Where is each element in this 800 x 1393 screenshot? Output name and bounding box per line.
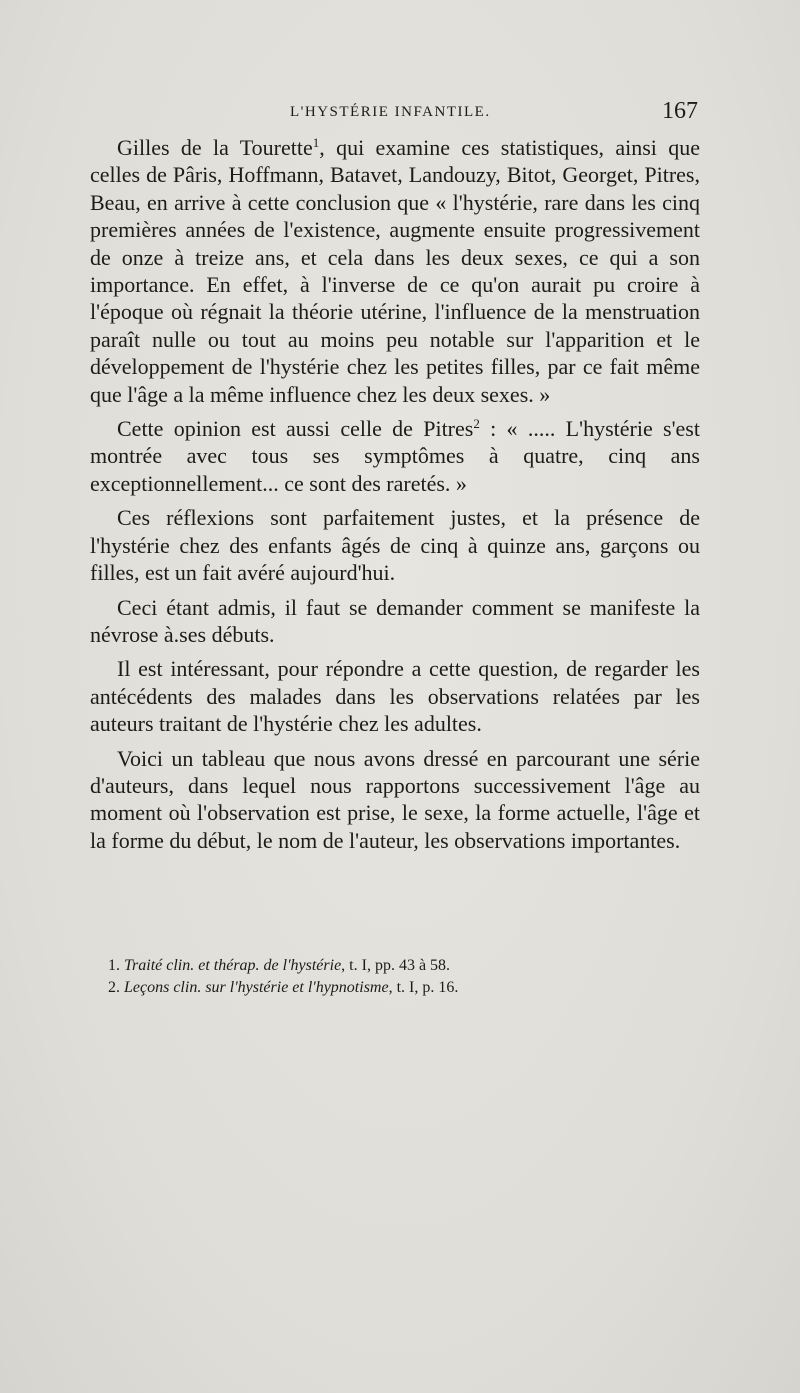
body-text xyxy=(90,134,700,861)
footnote-number: 2. xyxy=(108,979,120,996)
paragraph-text: Ces réflexions sont parfaitement justes, et la présence de l'hystérie chez des enfants âgés de cinq à quinze ans, garçons ou filles, est un fait avéré aujourd'hui. xyxy=(90,505,700,586)
paragraph xyxy=(90,655,700,737)
paragraph-text: : « ..... L'hystérie s'est montrée avec tous ses symptômes à quatre, cinq ans exceptionnellement... ce sont des raretés. » xyxy=(90,416,700,496)
page-header xyxy=(90,98,710,128)
paragraph xyxy=(90,594,700,649)
footnotes xyxy=(108,955,708,999)
page-number: 167 xyxy=(662,98,698,124)
paragraph-text: , qui examine ces statistiques, ainsi que celles de Pâris, Hoffmann, Batavet, Landouzy, Bitot, Georget, Pitres, Beau, en arrive à cette conclusion que « l'hystérie, rare dans les cinq premières années de l'existence, augmente ensuite progressivement de onze à treize ans, et cela dans les deux sexes, ce qui a son importance. En effet, à l'inverse de ce qu'on aurait pu croire à l'époque où régnait la théorie utérine, l'influence de la menstruation paraît nulle ou tout au moins peu notable sur l'apparition et le développement de l'hystérie chez les petites filles, par ce fait même que l'âge a la même influence chez les deux sexes. » xyxy=(90,135,701,407)
footnote xyxy=(108,955,708,977)
footnote-reference: , t. I, pp. 43 à 58. xyxy=(341,957,451,974)
paragraph xyxy=(90,134,700,408)
paragraph xyxy=(90,415,700,497)
paragraph-text: Cette opinion est aussi celle de Pitres xyxy=(117,416,474,442)
paragraph-text: Voici un tableau que nous avons dressé en parcourant une série d'auteurs, dans lequel nous rapportons successivement l'âge au moment où l'observation est prise, le sexe, la forme actuelle, l'âge et la forme du début, le nom de l'auteur, les observations importantes. xyxy=(90,745,700,853)
running-title: L'HYSTÉRIE INFANTILE. xyxy=(290,104,491,120)
paragraph-text: Il est intéressant, pour répondre a cette question, de regarder les antécédents des malades dans les observations relatées par les auteurs traitant de l'hystérie chez les adultes. xyxy=(90,656,700,737)
paragraph xyxy=(90,504,700,586)
paragraph-text: Ceci étant admis, il faut se demander comment se manifeste la névrose à.ses débuts. xyxy=(90,594,700,647)
footnote-reference: , t. I, p. 16. xyxy=(388,979,459,996)
footnote-ref: 1 xyxy=(312,135,320,150)
footnote-title: Leçons clin. sur l'hystérie et l'hypnotisme xyxy=(124,979,389,996)
paragraph xyxy=(90,745,700,855)
footnote-number: 1. xyxy=(108,957,120,974)
footnote xyxy=(108,977,708,999)
footnote-title: Traité clin. et thérap. de l'hystérie xyxy=(124,957,342,974)
paragraph-text: Gilles de la Tourette xyxy=(117,135,313,160)
footnote-ref: 2 xyxy=(473,416,480,432)
